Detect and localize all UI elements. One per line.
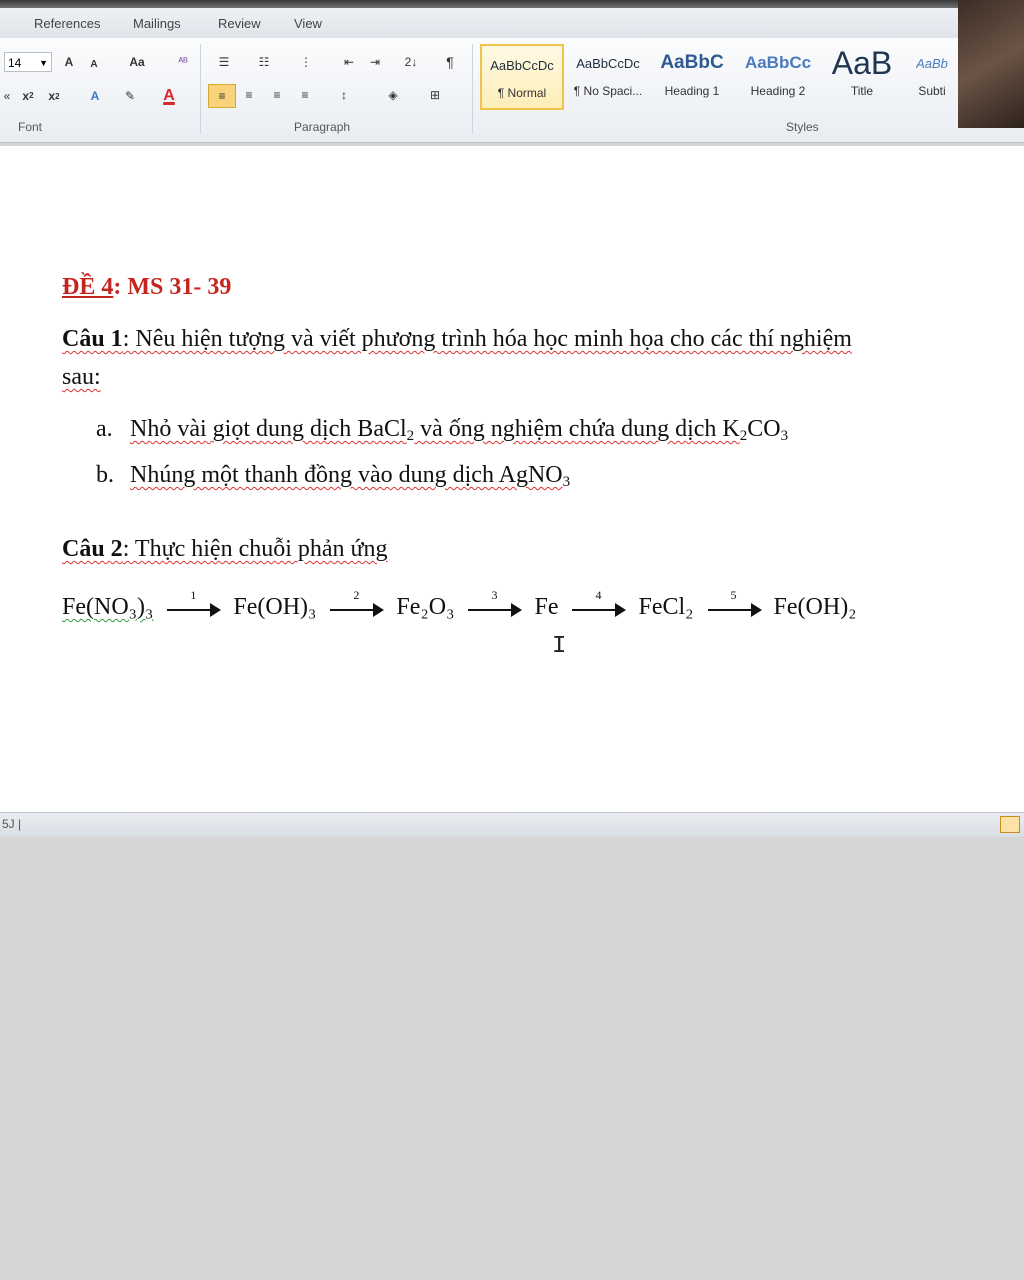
question-1-text2: sau: bbox=[62, 364, 101, 390]
item-b-sub: 3 bbox=[562, 474, 571, 490]
superscript-label: x bbox=[48, 89, 56, 103]
multilevel-list-icon[interactable]: ⋮ bbox=[300, 55, 312, 69]
change-case-button[interactable]: Aa bbox=[129, 55, 145, 69]
title-prefix: ĐỀ 4 bbox=[62, 274, 114, 300]
style-sample: AaB bbox=[831, 44, 893, 81]
sort-button[interactable]: 2↓ bbox=[404, 55, 418, 69]
tab-mailings[interactable]: Mailings bbox=[133, 16, 181, 31]
style-heading-1[interactable] bbox=[650, 44, 734, 110]
ribbon bbox=[0, 38, 1024, 143]
bullets-icon[interactable]: ☰ bbox=[218, 55, 230, 69]
numbering-icon[interactable]: ☷ bbox=[258, 55, 270, 69]
chevron-down-icon[interactable]: ▼ bbox=[39, 58, 48, 68]
chain-species: Fe(OH)₂ bbox=[773, 594, 857, 620]
reaction-arrow bbox=[708, 588, 760, 618]
chain-species: Fe bbox=[534, 594, 559, 620]
clear-format-icon[interactable]: ᴬᴮ bbox=[178, 56, 188, 68]
style-name: ¶ Normal bbox=[497, 86, 547, 100]
tab-view[interactable]: View bbox=[294, 16, 322, 31]
tab-references[interactable]: References bbox=[34, 16, 101, 31]
style-name: Title bbox=[850, 84, 874, 98]
style-sample: AaBbCcDc bbox=[576, 55, 640, 71]
chain-species: Fe(NO₃)₃ bbox=[62, 594, 154, 620]
item-a-text2: và ống nghiệm chứa dung dịch K bbox=[414, 416, 740, 442]
question-1-text: : Nêu hiện tượng và viết phương trình hóa học minh họa cho các thí nghiệm bbox=[122, 326, 852, 352]
item-a-sub: 2 bbox=[406, 428, 415, 444]
reaction-step-number: 5 bbox=[730, 588, 737, 603]
show-formatting-button[interactable]: ¶ bbox=[446, 54, 454, 70]
style-name: ¶ No Spaci... bbox=[573, 84, 643, 98]
shading-icon[interactable]: ◈ bbox=[388, 88, 398, 102]
superscript-marker: 2 bbox=[55, 91, 60, 101]
question-1-continuation bbox=[62, 364, 101, 391]
highlight-icon[interactable]: ✎ bbox=[124, 89, 136, 103]
reaction-step-number: 3 bbox=[491, 588, 498, 603]
reaction-step-number: 1 bbox=[190, 588, 197, 603]
question-1 bbox=[62, 326, 852, 353]
chain-species: FeCl₂ bbox=[638, 594, 694, 620]
style-normal[interactable] bbox=[480, 44, 564, 110]
text-cursor-icon: I bbox=[552, 633, 567, 660]
decrease-indent-icon[interactable]: ⇤ bbox=[343, 55, 355, 69]
font-size-box[interactable] bbox=[4, 52, 52, 72]
grow-font-button[interactable]: A bbox=[64, 55, 74, 69]
justify-icon[interactable]: ≡ bbox=[301, 88, 309, 102]
font-color-button[interactable]: A bbox=[163, 87, 175, 104]
style-name: Heading 2 bbox=[750, 84, 806, 98]
align-left-icon[interactable]: ≡ bbox=[208, 84, 236, 108]
reaction-arrow bbox=[572, 588, 624, 618]
question-1-label: Câu 1 bbox=[62, 326, 123, 352]
chain-species: Fe₂O₃ bbox=[396, 594, 455, 620]
status-text: 5J | bbox=[2, 817, 22, 831]
superscript-button[interactable] bbox=[46, 86, 62, 106]
title-rest: : MS 31- 39 bbox=[113, 274, 232, 300]
font-group-label: Font bbox=[18, 120, 43, 134]
question-2 bbox=[62, 536, 388, 563]
item-a-text: Nhỏ vài giọt dung dịch BaCl bbox=[130, 416, 407, 442]
reaction-chain bbox=[62, 588, 857, 621]
style-sample: AaBbC bbox=[660, 52, 724, 73]
style-sample: AaBb bbox=[916, 55, 948, 71]
reaction-arrow bbox=[468, 588, 520, 618]
styles-group-label: Styles bbox=[786, 120, 819, 134]
reaction-step-number: 2 bbox=[353, 588, 360, 603]
align-center-icon[interactable]: ≡ bbox=[245, 88, 253, 102]
style-title[interactable] bbox=[820, 44, 904, 110]
reaction-step-number: 4 bbox=[595, 588, 602, 603]
increase-indent-icon[interactable]: ⇥ bbox=[369, 55, 381, 69]
list-marker: a. bbox=[96, 416, 113, 442]
reaction-arrow bbox=[167, 588, 219, 618]
style-no-spacing[interactable] bbox=[566, 44, 650, 110]
document-page[interactable] bbox=[0, 146, 1024, 812]
tab-review[interactable]: Review bbox=[218, 16, 261, 31]
chain-species: Fe(OH)₃ bbox=[233, 594, 317, 620]
style-name: Heading 1 bbox=[664, 84, 720, 98]
style-name: Subti bbox=[918, 84, 946, 98]
list-marker: b. bbox=[96, 462, 114, 488]
page-title bbox=[62, 274, 231, 301]
status-bar bbox=[0, 812, 1024, 837]
ribbon-tab-bar bbox=[0, 8, 1024, 38]
style-sample: AaBbCcDc bbox=[490, 57, 554, 73]
shrink-font-button[interactable]: A bbox=[90, 58, 98, 70]
borders-icon[interactable]: ⊞ bbox=[429, 88, 441, 102]
text-effects-icon[interactable]: A bbox=[90, 89, 100, 103]
style-sample: AaBbCc bbox=[744, 53, 812, 72]
strikethrough-icon[interactable]: « bbox=[3, 89, 11, 103]
question-2-text: : Thực hiện chuỗi phản ứng bbox=[122, 536, 388, 562]
paragraph-group-label: Paragraph bbox=[294, 120, 351, 134]
question-2-label: Câu 2 bbox=[62, 536, 123, 562]
ribbon-divider bbox=[472, 44, 473, 134]
font-size-value: 14 bbox=[8, 56, 22, 70]
reaction-arrow bbox=[330, 588, 382, 618]
line-spacing-icon[interactable]: ↕ bbox=[341, 88, 347, 102]
list-item bbox=[96, 416, 788, 443]
ribbon-divider bbox=[200, 44, 201, 134]
item-a-text3: CO bbox=[747, 416, 781, 442]
webcam-overlay bbox=[958, 0, 1024, 128]
style-subtitle[interactable] bbox=[906, 44, 958, 110]
subscript-button[interactable]: x 2 bbox=[22, 89, 34, 103]
print-layout-view-icon[interactable] bbox=[1000, 816, 1020, 833]
item-a-sub3: 3 bbox=[780, 428, 789, 444]
style-heading-2[interactable] bbox=[736, 44, 820, 110]
item-b-text: Nhúng một thanh đồng vào dung dịch AgNO bbox=[130, 462, 563, 488]
align-right-icon[interactable]: ≡ bbox=[273, 88, 281, 102]
list-item bbox=[96, 462, 570, 489]
item-a-sub2: 2 bbox=[739, 428, 748, 444]
subscript-label: x bbox=[22, 89, 30, 103]
